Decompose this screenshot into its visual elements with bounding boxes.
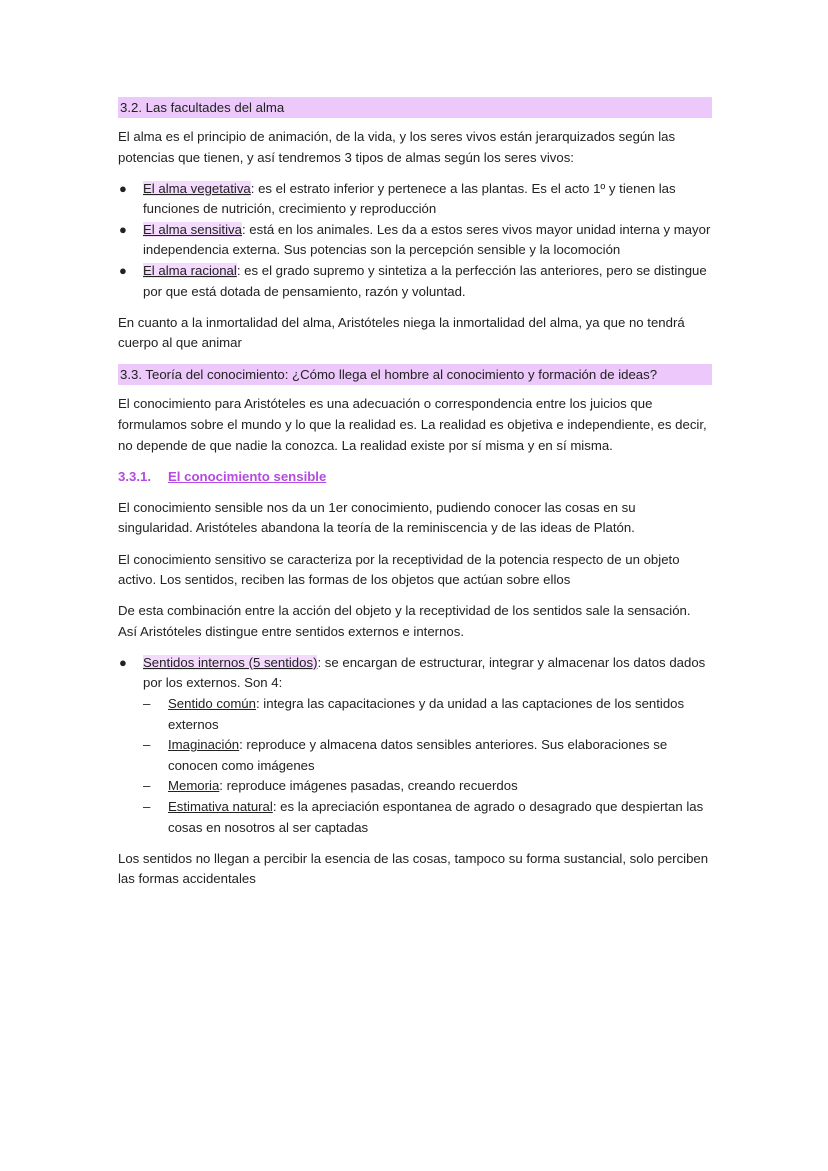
section-heading-3-3: 3.3. Teoría del conocimiento: ¿Cómo llega el hombre al conocimiento y formación de ideas? [118,364,712,385]
list-item-text: : se encargan de estructurar, integrar y almacenar los datos dados por los externos. Son 4: [143,654,706,691]
paragraph-inmortalidad: En cuanto a la inmortalidad del alma, Aristóteles niega la inmortalidad del alma, ya que no tendrá cuerpo al que animar [118,314,685,351]
term-sentidos-internos: Sentidos internos (5 sentidos) [143,654,318,670]
term-sentido-comun: Sentido común [168,696,256,712]
list-item-text: : es el estrato inferior y pertenece a las plantas. Es el acto 1º y tienen las funciones de nutrición, crecimiento y reproducción [143,180,676,217]
paragraph-intro-conocimiento: El conocimiento para Aristóteles es una adecuación o correspondencia entre los juicios que formulamos sobre el mundo y lo que la realidad es. La realidad es objetiva e independiente, es decir, no depende de que nadie la conozca. La realidad existe por sí misma y en sí misma. [118,396,707,453]
sublist-item-estimativa-natural [118,797,712,838]
sublist-item-text: : reproduce y almacena datos sensibles anteriores. Sus elaboraciones se conocen como imágenes [168,737,668,773]
sublist-item-text: : integra las capacitaciones y da unidad a las captaciones de los sentidos externos [168,696,685,732]
dash-icon: – [143,778,151,794]
list-item-alma-racional [118,261,712,302]
document-content [118,97,712,900]
list-item-text: : está en los animales. Les da a estos seres vivos mayor unidad interna y mayor independencia externa. Sus potencias son la percepción sensible y la locomoción [143,221,711,258]
bullet-icon: ● [119,180,127,196]
subsection-title: El conocimiento sensible [168,468,327,484]
list-item-alma-sensitiva [118,220,712,261]
section-heading-3-2: 3.2. Las facultades del alma [118,97,712,118]
dash-icon: – [143,737,151,753]
term-alma-racional: El alma racional [143,263,237,279]
senses-list [118,653,712,838]
list-item-alma-vegetativa [118,179,712,220]
paragraph-conocimiento-sensible-2: El conocimiento sensitivo se caracteriza por la receptividad de la potencia respecto de un objeto activo. Los sentidos, reciben las formas de los objetos que actúan sobre ellos [118,551,680,588]
bullet-icon: ● [119,263,127,279]
paragraph-conocimiento-sensible-1: El conocimiento sensible nos da un 1er conocimiento, pudiendo conocer las cosas en su singularidad. Aristóteles abandona la teoría de la reminiscencia y de las ideas de Platón. [118,499,636,536]
term-memoria: Memoria [168,778,220,794]
list-item-sentidos-internos [118,653,712,838]
term-imaginacion: Imaginación [168,737,240,753]
bullet-icon: ● [119,221,127,237]
subsection-heading-3-3-1 [118,467,712,488]
dash-icon: – [143,799,151,815]
sublist-item-sentido-comun [118,694,712,735]
list-item-text: : es el grado supremo y sintetiza a la perfección las anteriores, pero se distingue por que está dotada de pensamiento, razón y voluntad. [143,263,707,299]
paragraph-conocimiento-sensible-3: De esta combinación entre la acción del objeto y la receptividad de los sentidos sale la sensación. Así Aristóteles distingue entre sentidos externos e internos. [118,603,691,639]
internal-senses-sublist [118,694,712,838]
bullet-icon: ● [119,654,127,670]
term-alma-vegetativa: El alma vegetativa [143,180,251,196]
paragraph-intro-alma: El alma es el principio de animación, de la vida, y los seres vivos están jerarquizados según las potencias que tienen, y así tendremos 3 tipos de almas según los seres vivos: [118,129,676,165]
paragraph-sentidos-closing: Los sentidos no llegan a percibir la esencia de las cosas, tampoco su forma sustancial, solo perciben las formas accidentales [118,850,709,887]
term-estimativa-natural: Estimativa natural [168,799,273,815]
sublist-item-memoria [118,776,712,797]
sublist-item-text: : reproduce imágenes pasadas, creando recuerdos [219,778,518,794]
sublist-item-imaginacion [118,735,712,776]
dash-icon: – [143,696,151,712]
term-alma-sensitiva: El alma sensitiva [143,221,242,237]
subsection-number: 3.3.1. [118,468,151,484]
sublist-item-text: : es la apreciación espontanea de agrado o desagrado que despiertan las cosas en nosotros al ser captadas [168,799,704,835]
souls-list [118,179,712,303]
